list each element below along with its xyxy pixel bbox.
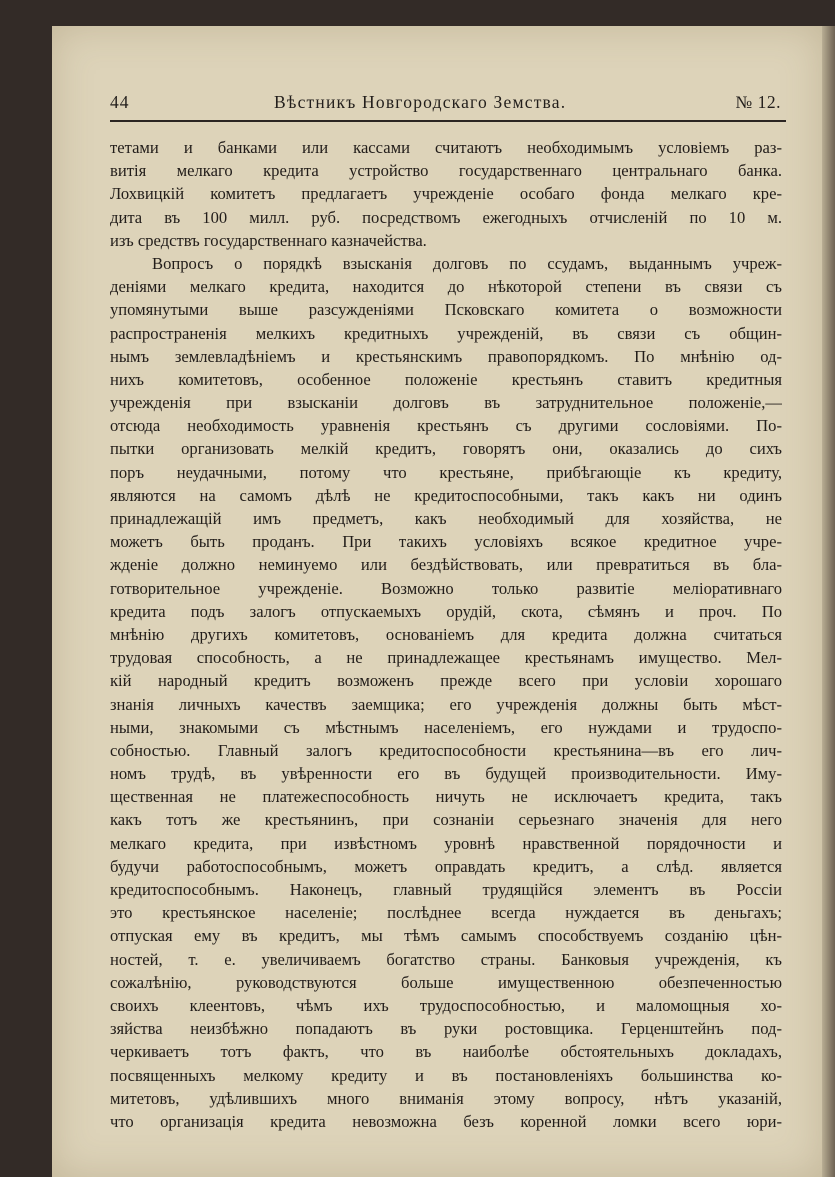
text-line: это крестьянское населеніе; послѣднее всегда нуждается въ деньгахъ; xyxy=(110,903,782,923)
text-line: сожалѣнію, руководствуются больше имущественною обезпеченностью xyxy=(110,972,782,992)
issue-number: № 12. xyxy=(735,92,781,112)
text-line: принадлежащій имъ предметъ, какъ необходимый для хозяйства, не xyxy=(110,509,782,528)
text-line: отсюда необходимость уравненія крестьянъ съ другими сословіями. По- xyxy=(110,416,782,436)
text-line: какъ тотъ же крестьянинъ, при сознаніи серьезнаго значенія для него xyxy=(110,810,782,830)
page-number: 44 xyxy=(110,92,130,112)
text-line: распространенія мелкихъ кредитныхъ учрежденій, въ связи съ общин- xyxy=(110,323,782,343)
text-line: будучи работоспособнымъ, можетъ оправдать кредитъ, а слѣд. является xyxy=(110,856,782,876)
text-line: изъ средствъ государственнаго казначейства. xyxy=(110,230,427,250)
text-line: зяйства неизбѣжно попадаютъ въ руки ростовщика. Герценштейнъ под- xyxy=(110,1019,782,1039)
text-line: нихъ комитетовъ, особенное положеніе крестьянъ ставитъ кредитныя xyxy=(110,369,782,389)
text-line: тетами и банками или кассами считаютъ необходимымъ условіемъ раз- xyxy=(110,138,782,157)
text-line: нымъ землевладѣніемъ и крестьянскимъ правопорядкомъ. По мнѣнію од- xyxy=(110,346,782,366)
text-line: дита въ 100 милл. руб. посредствомъ ежегодныхъ отчисленій по 10 м. xyxy=(110,207,782,227)
text-line: ностей, т. е. увеличиваемъ богатство страны. Банковыя учрежденія, къ xyxy=(110,949,782,969)
text-line: являются на самомъ дѣлѣ не кредитоспособными, такъ какъ ни одинъ xyxy=(110,485,782,505)
text-line: пытки организовать мелкій кредитъ, говорятъ они, оказались до сихъ xyxy=(110,439,782,459)
text-line: витія мелкаго кредита устройство государственнаго центральнаго банка. xyxy=(110,161,782,181)
body-text xyxy=(110,136,782,1133)
text-line: кредита подъ залогъ отпускаемыхъ орудій, скота, сѣмянъ и проч. По xyxy=(110,601,782,621)
text-line: щественная не платежеспособность ничуть не исключаетъ кредита, такъ xyxy=(110,787,782,807)
text-line: митетовъ, удѣлившихъ много вниманія этому вопросу, нѣтъ указаній, xyxy=(110,1088,782,1108)
page-edge xyxy=(822,26,835,1177)
text-line: жденіе должно неминуемо или бездѣйствовать, или превратиться въ бла- xyxy=(110,555,782,575)
text-line: ными, знакомыми съ мѣстнымъ населеніемъ, его нуждами и трудоспо- xyxy=(110,717,782,737)
journal-title: Вѣстникъ Новгородскаго Земства. xyxy=(274,92,567,112)
text-line: кредитоспособнымъ. Наконецъ, главный трудящійся элементъ въ Россіи xyxy=(110,880,782,899)
text-line: упомянутыми выше разсужденіями Псковскаго комитета о возможности xyxy=(110,300,782,320)
text-line: посвященныхъ мелкому кредиту и въ постановленіяхъ большинства ко- xyxy=(110,1065,782,1085)
header-rule xyxy=(110,120,786,122)
text-line: деніями мелкаго кредита, находится до нѣкоторой степени въ связи съ xyxy=(110,277,782,297)
text-line: своихъ клеентовъ, чѣмъ ихъ трудоспособностью, и маломощныя хо- xyxy=(110,995,782,1015)
text-line: можетъ быть проданъ. При такихъ условіяхъ всякое кредитное учре- xyxy=(110,532,782,552)
text-line: отпуская ему въ кредитъ, мы тѣмъ самымъ способствуемъ созданію цѣн- xyxy=(110,926,782,946)
text-line: поръ неудачными, потому что крестьяне, прибѣгающіе къ кредиту, xyxy=(110,462,782,482)
text-line: знанія личныхъ качествъ заемщика; его учрежденія должны быть мѣст- xyxy=(110,694,782,714)
text-line: Лохвицкій комитетъ предлагаетъ учрежденіе особаго фонда мелкаго кре- xyxy=(110,184,782,204)
running-header xyxy=(110,92,785,118)
text-line: черкиваетъ тотъ фактъ, что въ наиболѣе обстоятельныхъ докладахъ, xyxy=(110,1042,782,1062)
text-line: что организація кредита невозможна безъ коренной ломки всего юри- xyxy=(110,1111,782,1131)
text-line: мнѣнію другихъ комитетовъ, основаніемъ для кредита должна считаться xyxy=(110,624,782,644)
text-line: Вопросъ о порядкѣ взысканія долговъ по ссудамъ, выданнымъ учреж- xyxy=(152,253,782,273)
text-line: трудовая способность, а не принадлежащее крестьянамъ имущество. Мел- xyxy=(110,648,782,668)
text-line: номъ трудѣ, въ увѣренности его въ будущей производительности. Иму- xyxy=(110,764,782,784)
text-line: кій народный кредитъ возможенъ прежде всего при условіи хорошаго xyxy=(110,671,782,691)
text-line: мелкаго кредита, при извѣстномъ уровнѣ нравственной порядочности и xyxy=(110,833,782,853)
text-line: готворительное учрежденіе. Возможно только развитіе меліоративнаго xyxy=(110,578,782,598)
text-line: собностью. Главный залогъ кредитоспособности крестьянина—въ его лич- xyxy=(110,740,782,760)
text-line: учрежденія при взысканіи долговъ въ затруднительное положеніе,— xyxy=(110,393,782,413)
